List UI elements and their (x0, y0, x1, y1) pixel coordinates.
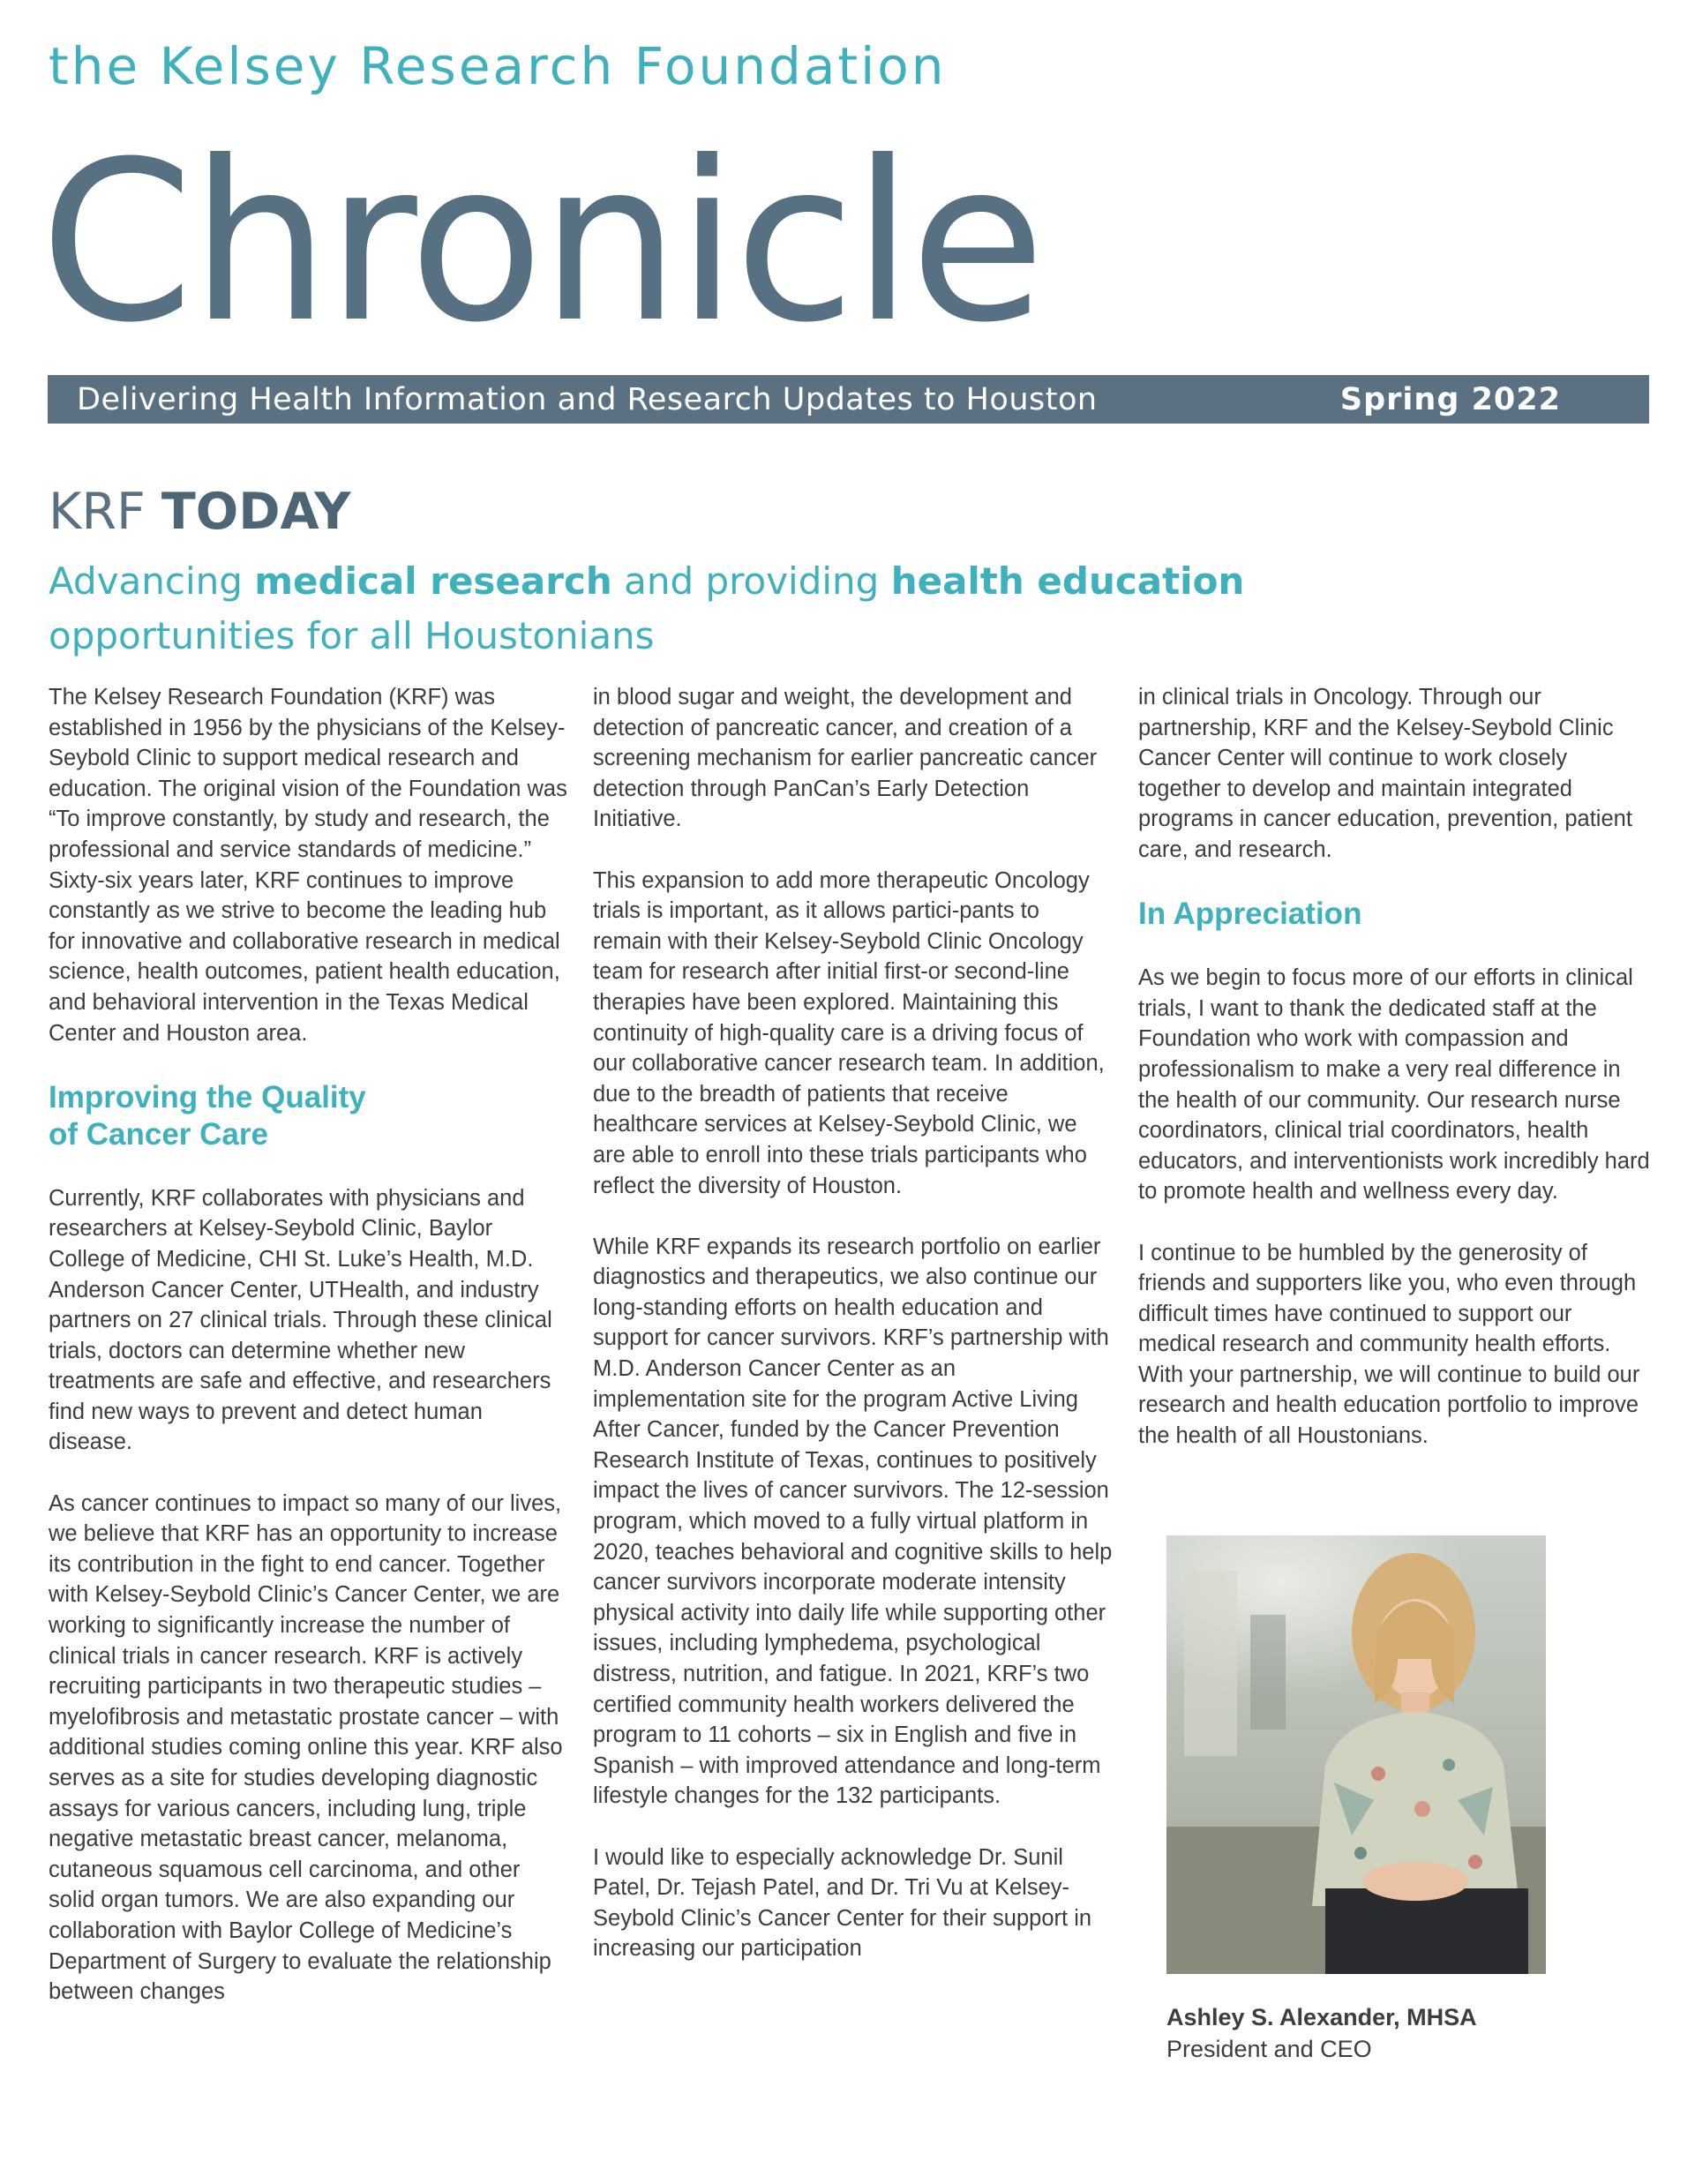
caption-name: Ashley S. Alexander, MHSA (1166, 2004, 1477, 2030)
paragraph: As cancer continues to impact so many of our lives, we believe that KRF has an opportunity to increase its contribution in the fight to end cancer. Together with Kelsey-Seybold Clinic’s Cancer Center, we are working to significantly increase the number of clinical trials in cancer research. KRF is actively recruiting participants in two therapeutic studies – myelofibrosis and metastatic prostate cancer – with additional studies coming online this year. KRF also serves as a site for studies developing diagnostic assays for various cancers, including lung, triple negative metastatic breast cancer, melanoma, cutaneous squamous cell carcinoma, and other solid organ tumors. We are also expanding our collaboration with Baylor College of Medicine’s Department of Surgery to evaluate the relationship between changes (49, 1490, 563, 2005)
headline-bold1: medical research (254, 559, 612, 603)
paragraph: in blood sugar and weight, the development and detection of pancreatic cancer, and creation of a screening mechanism for earlier pancreatic cancer detection through PanCan’s Early Detection Initiative. (593, 685, 1098, 832)
organization-name: the Kelsey Research Foundation (49, 36, 947, 96)
paragraph: As we begin to focus more of our efforts in clinical trials, I want to thank the dedicated staff at the Foundation who work with compassion and professionalism to make a very real difference in the health of our community. Our research nurse coordinators, clinical trial coordinators, health educators, and interventionists work incredibly hard to promote health and wellness every day. (1138, 965, 1650, 1205)
paragraph: This expansion to add more therapeutic Oncology trials is important, as it allows partici-pants to remain with their Kelsey-Seybold Clinic Oncology team for research after initial first-or second-line therapies have been explored. Maintaining this continuity of high-quality care is a driving focus of our collaborative cancer research team. In addition, due to the breadth of patients that receive healthcare services at Kelsey-Seybold Clinic, we are able to enroll into these trials participants who reflect the diversity of Houston. (593, 867, 1105, 1198)
headline-bold2: health education (890, 559, 1245, 603)
masthead-title: Chronicle (40, 114, 1042, 371)
headline (49, 554, 1372, 664)
issue-season: Spring 2022 (1339, 381, 1561, 417)
article-column-2 (593, 682, 1114, 1995)
header-band (48, 375, 1649, 424)
paragraph: Currently, KRF collaborates with physicians and researchers at Kelsey-Seybold Clinic, Baylor College of Medicine, CHI St. Luke’s Health, M.D. Anderson Cancer Center, UTHealth, and industry partners on 27 clinical trials. Through these clinical trials, doctors can determine whether new treatments are safe and effective, and researchers find new ways to prevent and detect human disease. (49, 1185, 552, 1455)
tagline: Delivering Health Information and Research Updates to Houston (77, 381, 1098, 417)
section-title-bold: TODAY (161, 483, 351, 541)
article-column-1 (49, 682, 569, 2038)
headline-part1: Advancing (49, 559, 255, 603)
paragraph: I would like to especially acknowledge Dr. Sunil Patel, Dr. Tejash Patel, and Dr. Tri Vu at Kelsey-Seybold Clinic’s Cancer Center for their support in increasing our participation (593, 1844, 1092, 1962)
section-prefix: KRF (49, 483, 146, 541)
subheading-quality-cancer-care (49, 1079, 569, 1153)
headline-part2: and providing (611, 559, 891, 603)
paragraph: I continue to be humbled by the generosity of friends and supporters like you, who even through difficult times have continued to support our medical research and community health efforts. With your partnership, we will continue to build our research and health education portfolio to improve the health of all Houstonians. (1138, 1240, 1640, 1449)
subheading-in-appreciation: In Appreciation (1138, 897, 1362, 932)
caption-title: President and CEO (1166, 2036, 1372, 2062)
section-title (49, 483, 351, 541)
paragraph: While KRF expands its research portfolio on earlier diagnostics and therapeutics, we also continue our long-standing efforts on health education and support for cancer survivors. KRF’s partnership with M.D. Anderson Cancer Center as an implementation site for the program Active Living After Cancer, funded by the Cancer Prevention Research Institute of Texas, continues to positively impact the lives of cancer survivors. The 12-session program, which moved to a fully virtual platform in 2020, teaches behavioral and cognitive skills to help cancer survivors incorporate moderate intensity physical activity into daily life while supporting other issues, including lymphedema, psychological distress, nutrition, and fatigue. In 2021, KRF’s two certified community health workers delivered the program to 11 cohorts – six in English and five in Spanish – with improved attendance and long-term lifestyle changes for the 132 participants. (593, 1234, 1113, 1809)
article-column-3 (1138, 682, 1655, 1482)
paragraph: The Kelsey Research Foundation (KRF) was established in 1956 by the physicians of the Kelsey-Seybold Clinic to support medical research and education. The original vision of the Foundation was “To improve constantly, by study and research, the professional and service standards of medicine.” Sixty-six years later, KRF continues to improve constantly as we strive to become the leading hub for innovative and collaborative research in medical science, health outcomes, patient health education, and behavioral intervention in the Texas Medical Center and Houston area. (49, 685, 567, 1046)
subheading-line2: of Cancer Care (49, 1116, 268, 1152)
subheading-line1: Improving the Quality (49, 1079, 366, 1115)
photo-caption (1166, 2001, 1477, 2065)
headline-line2: opportunities for all Houstonians (49, 614, 655, 657)
ceo-portrait-photo (1166, 1535, 1546, 1974)
paragraph: in clinical trials in Oncology. Through our partnership, KRF and the Kelsey-Seybold Clinic Cancer Center will continue to work closely together to develop and maintain integrated programs in cancer education, prevention, patient care, and research. (1138, 685, 1632, 862)
